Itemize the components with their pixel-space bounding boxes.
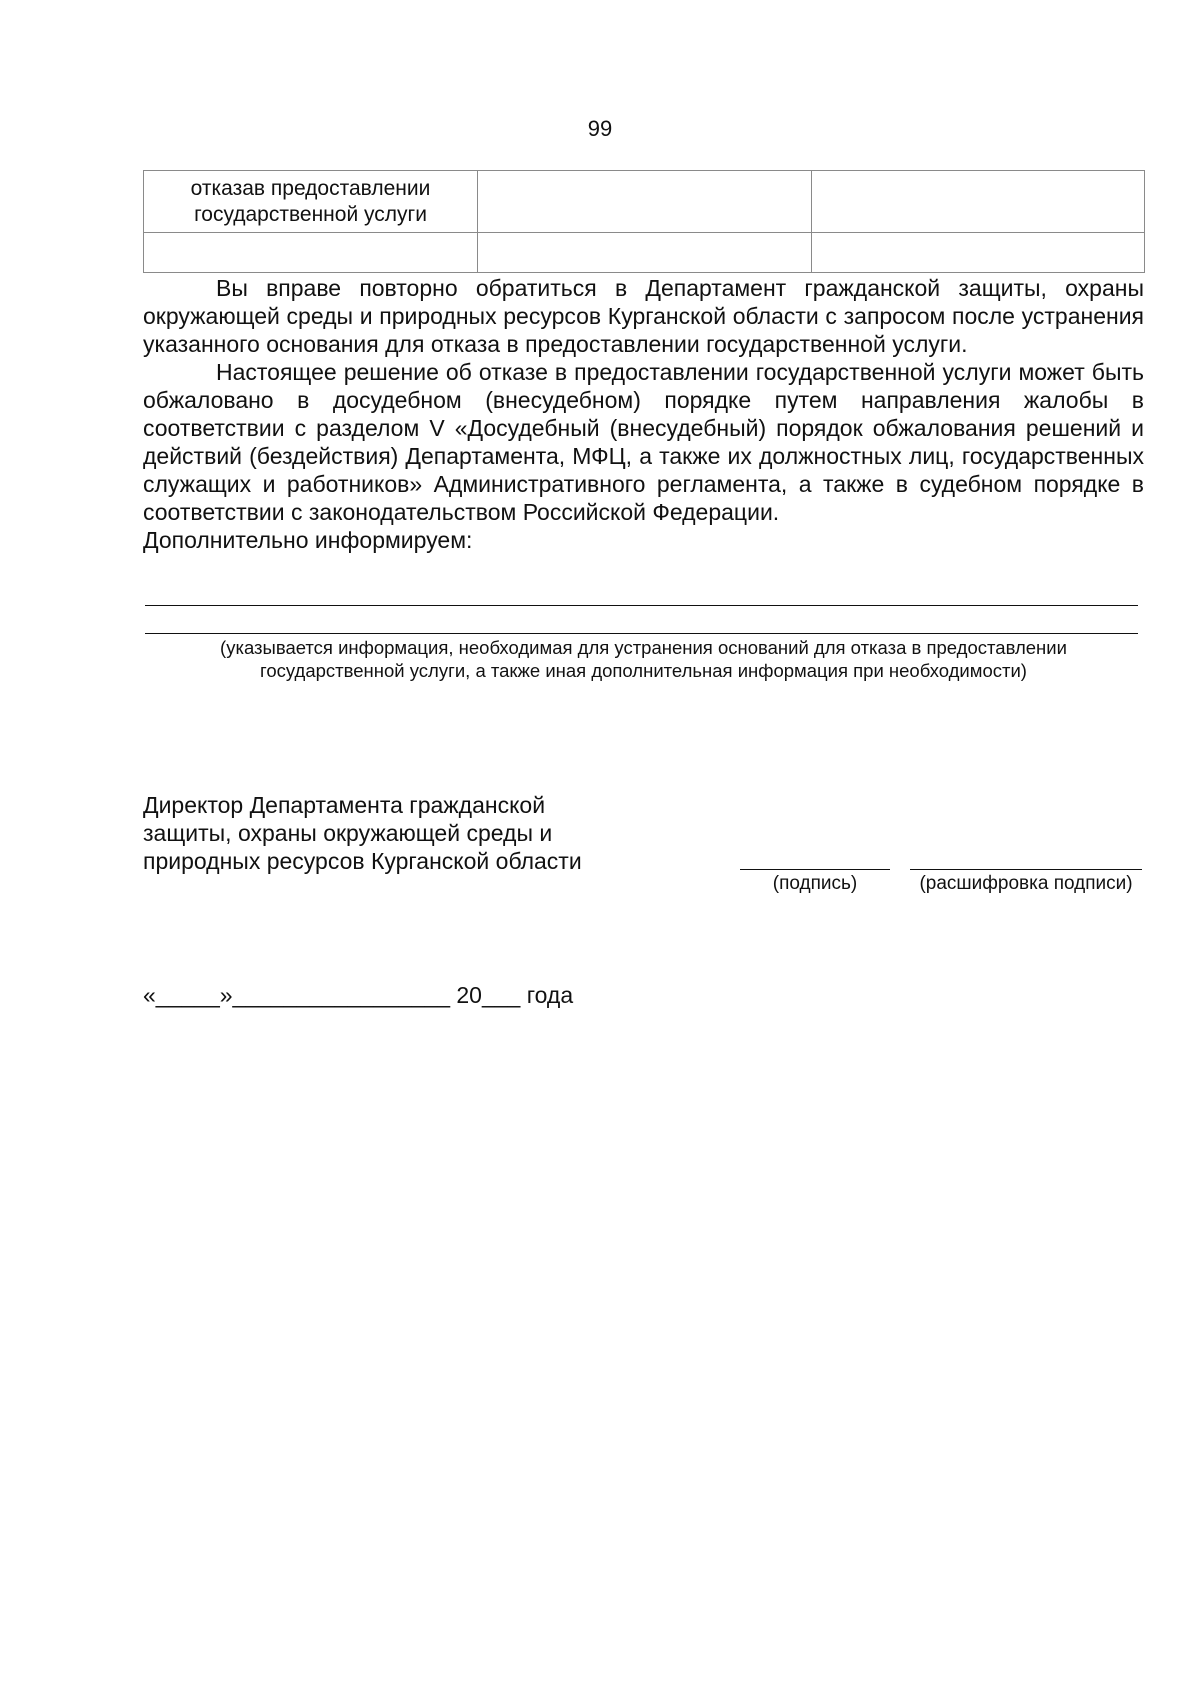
table-cell bbox=[478, 171, 812, 233]
additional-info-label: Дополнительно информируем: bbox=[143, 527, 473, 553]
page-number: 99 bbox=[587, 116, 613, 141]
table-row bbox=[144, 171, 1145, 233]
refusal-table bbox=[143, 170, 1145, 273]
refusal-basis-text: отказав предоставлении государственной услуги bbox=[190, 176, 431, 226]
body-text bbox=[143, 274, 1144, 554]
signature-caption: (подпись) bbox=[772, 873, 858, 894]
director-title-line: природных ресурсов Курганской области bbox=[143, 848, 582, 874]
info-fill-line bbox=[145, 605, 1138, 606]
info-fill-line bbox=[145, 633, 1138, 634]
director-title-line: защиты, охраны окружающей среды и bbox=[143, 820, 553, 846]
table-cell bbox=[144, 171, 478, 233]
table-cell bbox=[478, 233, 812, 273]
table-cell bbox=[812, 171, 1145, 233]
signature-line bbox=[740, 869, 890, 870]
info-hint bbox=[143, 636, 1144, 682]
info-hint-line: государственной услуги, а также иная дополнительная информация при необходимости) bbox=[260, 660, 1027, 681]
table-cell bbox=[144, 233, 478, 273]
director-title-line: Директор Департамента гражданской bbox=[143, 792, 546, 818]
signature-decoding-line bbox=[910, 869, 1142, 870]
appeal-paragraph: Настоящее решение об отказе в предоставлении государственной услуги может быть обжаловано в досудебном (внесудебном) порядке путем направления жалобы в соответствии с разделом V «Досудебный (внесудебный) порядок обжалования решений и действий (бездействия) Департамента, МФЦ, а также их должностных лиц, государственных служащих и работников» Административного регламента, а также в судебном порядке в соответствии с законодательством Российской Федерации. bbox=[143, 359, 1144, 525]
info-hint-line: (указывается информация, необходимая для устранения оснований для отказа в предоставлении bbox=[220, 637, 1067, 658]
reapply-paragraph: Вы вправе повторно обратиться в Департамент гражданской защиты, охраны окружающей среды и природных ресурсов Курганской области с запросом после устранения указанного основания для отказа в предоставлении государственной услуги. bbox=[143, 275, 1144, 357]
director-title bbox=[143, 791, 663, 875]
table-cell bbox=[812, 233, 1145, 273]
date-line: «_____»_________________ 20___ года bbox=[143, 982, 574, 1008]
signature-decoding-caption: (расшифровка подписи) bbox=[919, 873, 1133, 894]
table-row bbox=[144, 233, 1145, 273]
